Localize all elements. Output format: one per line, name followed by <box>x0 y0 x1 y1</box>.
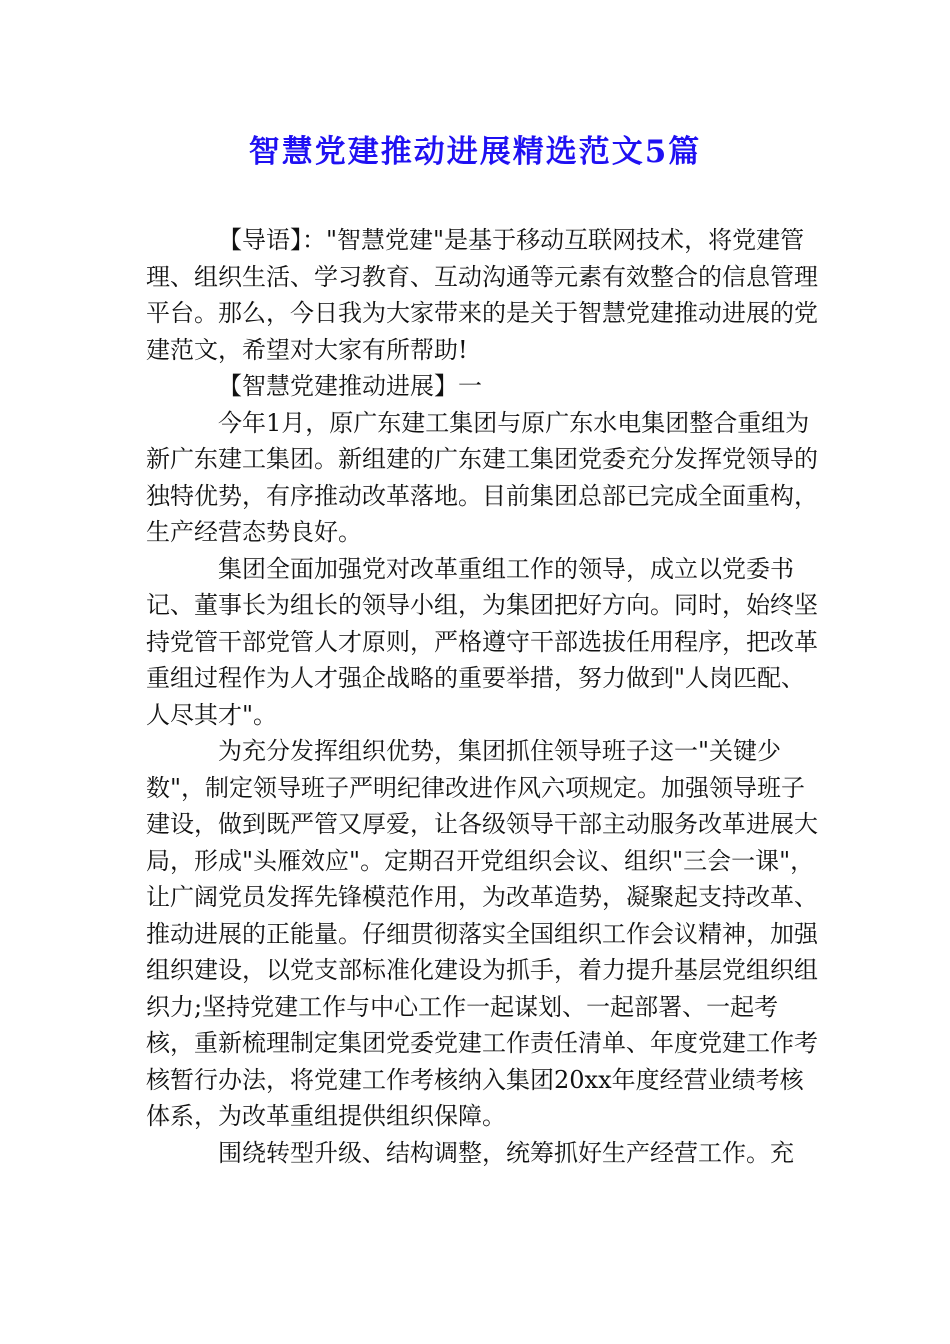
section-heading: 【智慧党建推动进展】一 <box>218 372 482 400</box>
document-body <box>146 222 826 1171</box>
paragraph: 围绕转型升级、结构调整，统筹抓好生产经营工作。充 <box>218 1138 794 1167</box>
paragraph: 今年1月，原广东建工集团与原广东水电集团整合重组为新广东建工集团。新组建的广东建工集团党委充分发挥党领导的独特优势，有序推动改革落地。目前集团总部已完成全面重构，生产经营态势良好。 <box>146 408 818 546</box>
paragraph-intro: 【导语】："智慧党建"是基于移动互联网技术，将党建管理、组织生活、学习教育、互动沟通等元素有效整合的信息管理平台。那么，今日我为大家带来的是关于智慧党建推动进展的党建范文，希望对大家有所帮助! <box>146 226 818 364</box>
document-title: 智慧党建推动进展精选范文5篇 <box>248 134 702 170</box>
paragraph: 集团全面加强党对改革重组工作的领导，成立以党委书记、董事长为组长的领导小组，为集团把好方向。同时，始终坚持党管干部党管人才原则，严格遵守干部选拔任用程序，把改革重组过程作为人才强企战略的重要举措，努力做到"人岗匹配、人尽其才"。 <box>146 554 818 729</box>
paragraph: 为充分发挥组织优势，集团抓住领导班子这一"关键少数"，制定领导班子严明纪律改进作风六项规定。加强领导班子建设，做到既严管又厚爱，让各级领导干部主动服务改革进展大局，形成"头雁效应"。定期召开党组织会议、组织"三会一课"，让广阔党员发挥先锋模范作用，为改革造势，凝聚起支持改革、推动进展的正能量。仔细贯彻落实全国组织工作会议精神，加强组织建设，以党支部标准化建设为抓手，着力提升基层党组织组织力;坚持党建工作与中心工作一起谋划、一起部署、一起考核，重新梳理制定集团党委党建工作责任清单、年度党建工作考核暂行办法，将党建工作考核纳入集团20xx年度经营业绩考核体系，为改革重组提供组织保障。 <box>146 737 818 1130</box>
